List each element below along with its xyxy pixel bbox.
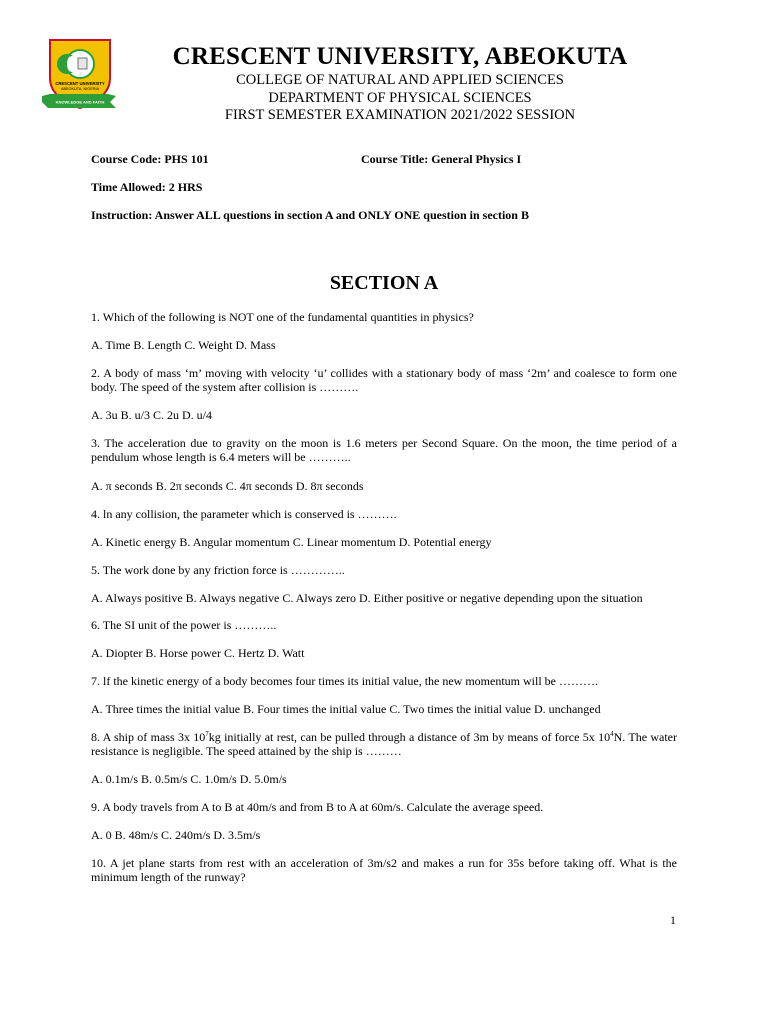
time-allowed: Time Allowed: 2 HRS [91,180,203,194]
q8-text-c: N. The water resistance is negligible. The speed attained by the ship is ……… [91,730,678,758]
answer-2: A. 3u B. u/3 C. 2u D. u/4 [91,408,213,422]
question-2: 2. A body of mass ‘m’ moving with velocity ‘u’ collides with a stationary body of mass ‘2m’ and coalesce to form one body. The speed of the system after collision is ………. [91,366,677,394]
course-title: Course Title: General Physics I [361,152,522,166]
exam-session: FIRST SEMESTER EXAMINATION 2021/2022 SESSION [224,107,576,123]
exam-header [130,42,670,125]
answer-5: A. Always positive B. Always negative C. Always zero D. Either positive or negative depending upon the situation [91,591,643,605]
q8-text-b: kg initially at rest, can be pulled through a distance of 3m by means of force 5x 10 [208,730,611,744]
answer-6: A. Diopter B. Horse power C. Hertz D. Watt [91,646,305,660]
q8-text-a: 8. A ship of mass 3x 10 [91,730,206,744]
answer-9: A. 0 B. 48m/s C. 240m/s D. 3.5m/s [91,828,261,842]
question-7: 7. lf the kinetic energy of a body becomes four times its initial value, the new momentum will be ………. [91,674,598,688]
question-6: 6. The SI unit of the power is ……….. [91,618,277,632]
university-logo [40,38,118,112]
answer-8: A. 0.1m/s B. 0.5m/s C. 1.0m/s D. 5.0m/s [91,772,287,786]
logo-ribbon-text: KNOWLEDGE AND FAITH [55,99,105,105]
logo-text-2: ABEOKUTA, NIGERIA [60,87,100,91]
question-5: 5. The work done by any friction force is ………….. [91,563,345,577]
crest-icon [40,38,118,112]
college-name: COLLEGE OF NATURAL AND APPLIED SCIENCES [236,72,564,88]
page-number: 1 [670,913,676,927]
university-name: CRESCENT UNIVERSITY, ABEOKUTA [172,43,628,70]
answer-1: A. Time B. Length C. Weight D. Mass [91,338,276,352]
question-9: 9. A body travels from A to B at 40m/s and from B to A at 60m/s. Calculate the average speed. [91,800,544,814]
course-code: Course Code: PHS 101 [91,152,209,166]
answer-3: A. π seconds B. 2π seconds C. 4π seconds D. 8π seconds [91,479,364,493]
instruction: Instruction: Answer ALL questions in section A and ONLY ONE question in section B [91,208,529,222]
question-8 [91,730,677,758]
answer-4: A. Kinetic energy B. Angular momentum C. Linear momentum D. Potential energy [91,535,492,549]
logo-text-1: CRESCENT UNIVERSITY [55,81,105,86]
q8-exponent-1: 7 [205,730,209,738]
question-4: 4. ln any collision, the parameter which is conserved is ………. [91,507,397,521]
section-title: SECTION A [329,272,439,294]
question-3: 3. The acceleration due to gravity on the moon is 1.6 meters per Second Square. On the moon, the time period of a pendulum whose length is 6.4 meters will be ……….. [91,436,677,464]
answer-7: A. Three times the initial value B. Four times the initial value C. Two times the initial value D. unchanged [91,702,601,716]
department-name: DEPARTMENT OF PHYSICAL SCIENCES [268,89,532,106]
q8-exponent-2: 4 [610,730,614,738]
question-1: 1. Which of the following is NOT one of the fundamental quantities in physics? [91,310,474,324]
question-10: 10. A jet plane starts from rest with an acceleration of 3m/s2 and makes a run for 35s before taking off. What is the minimum length of the runway? [91,856,677,884]
